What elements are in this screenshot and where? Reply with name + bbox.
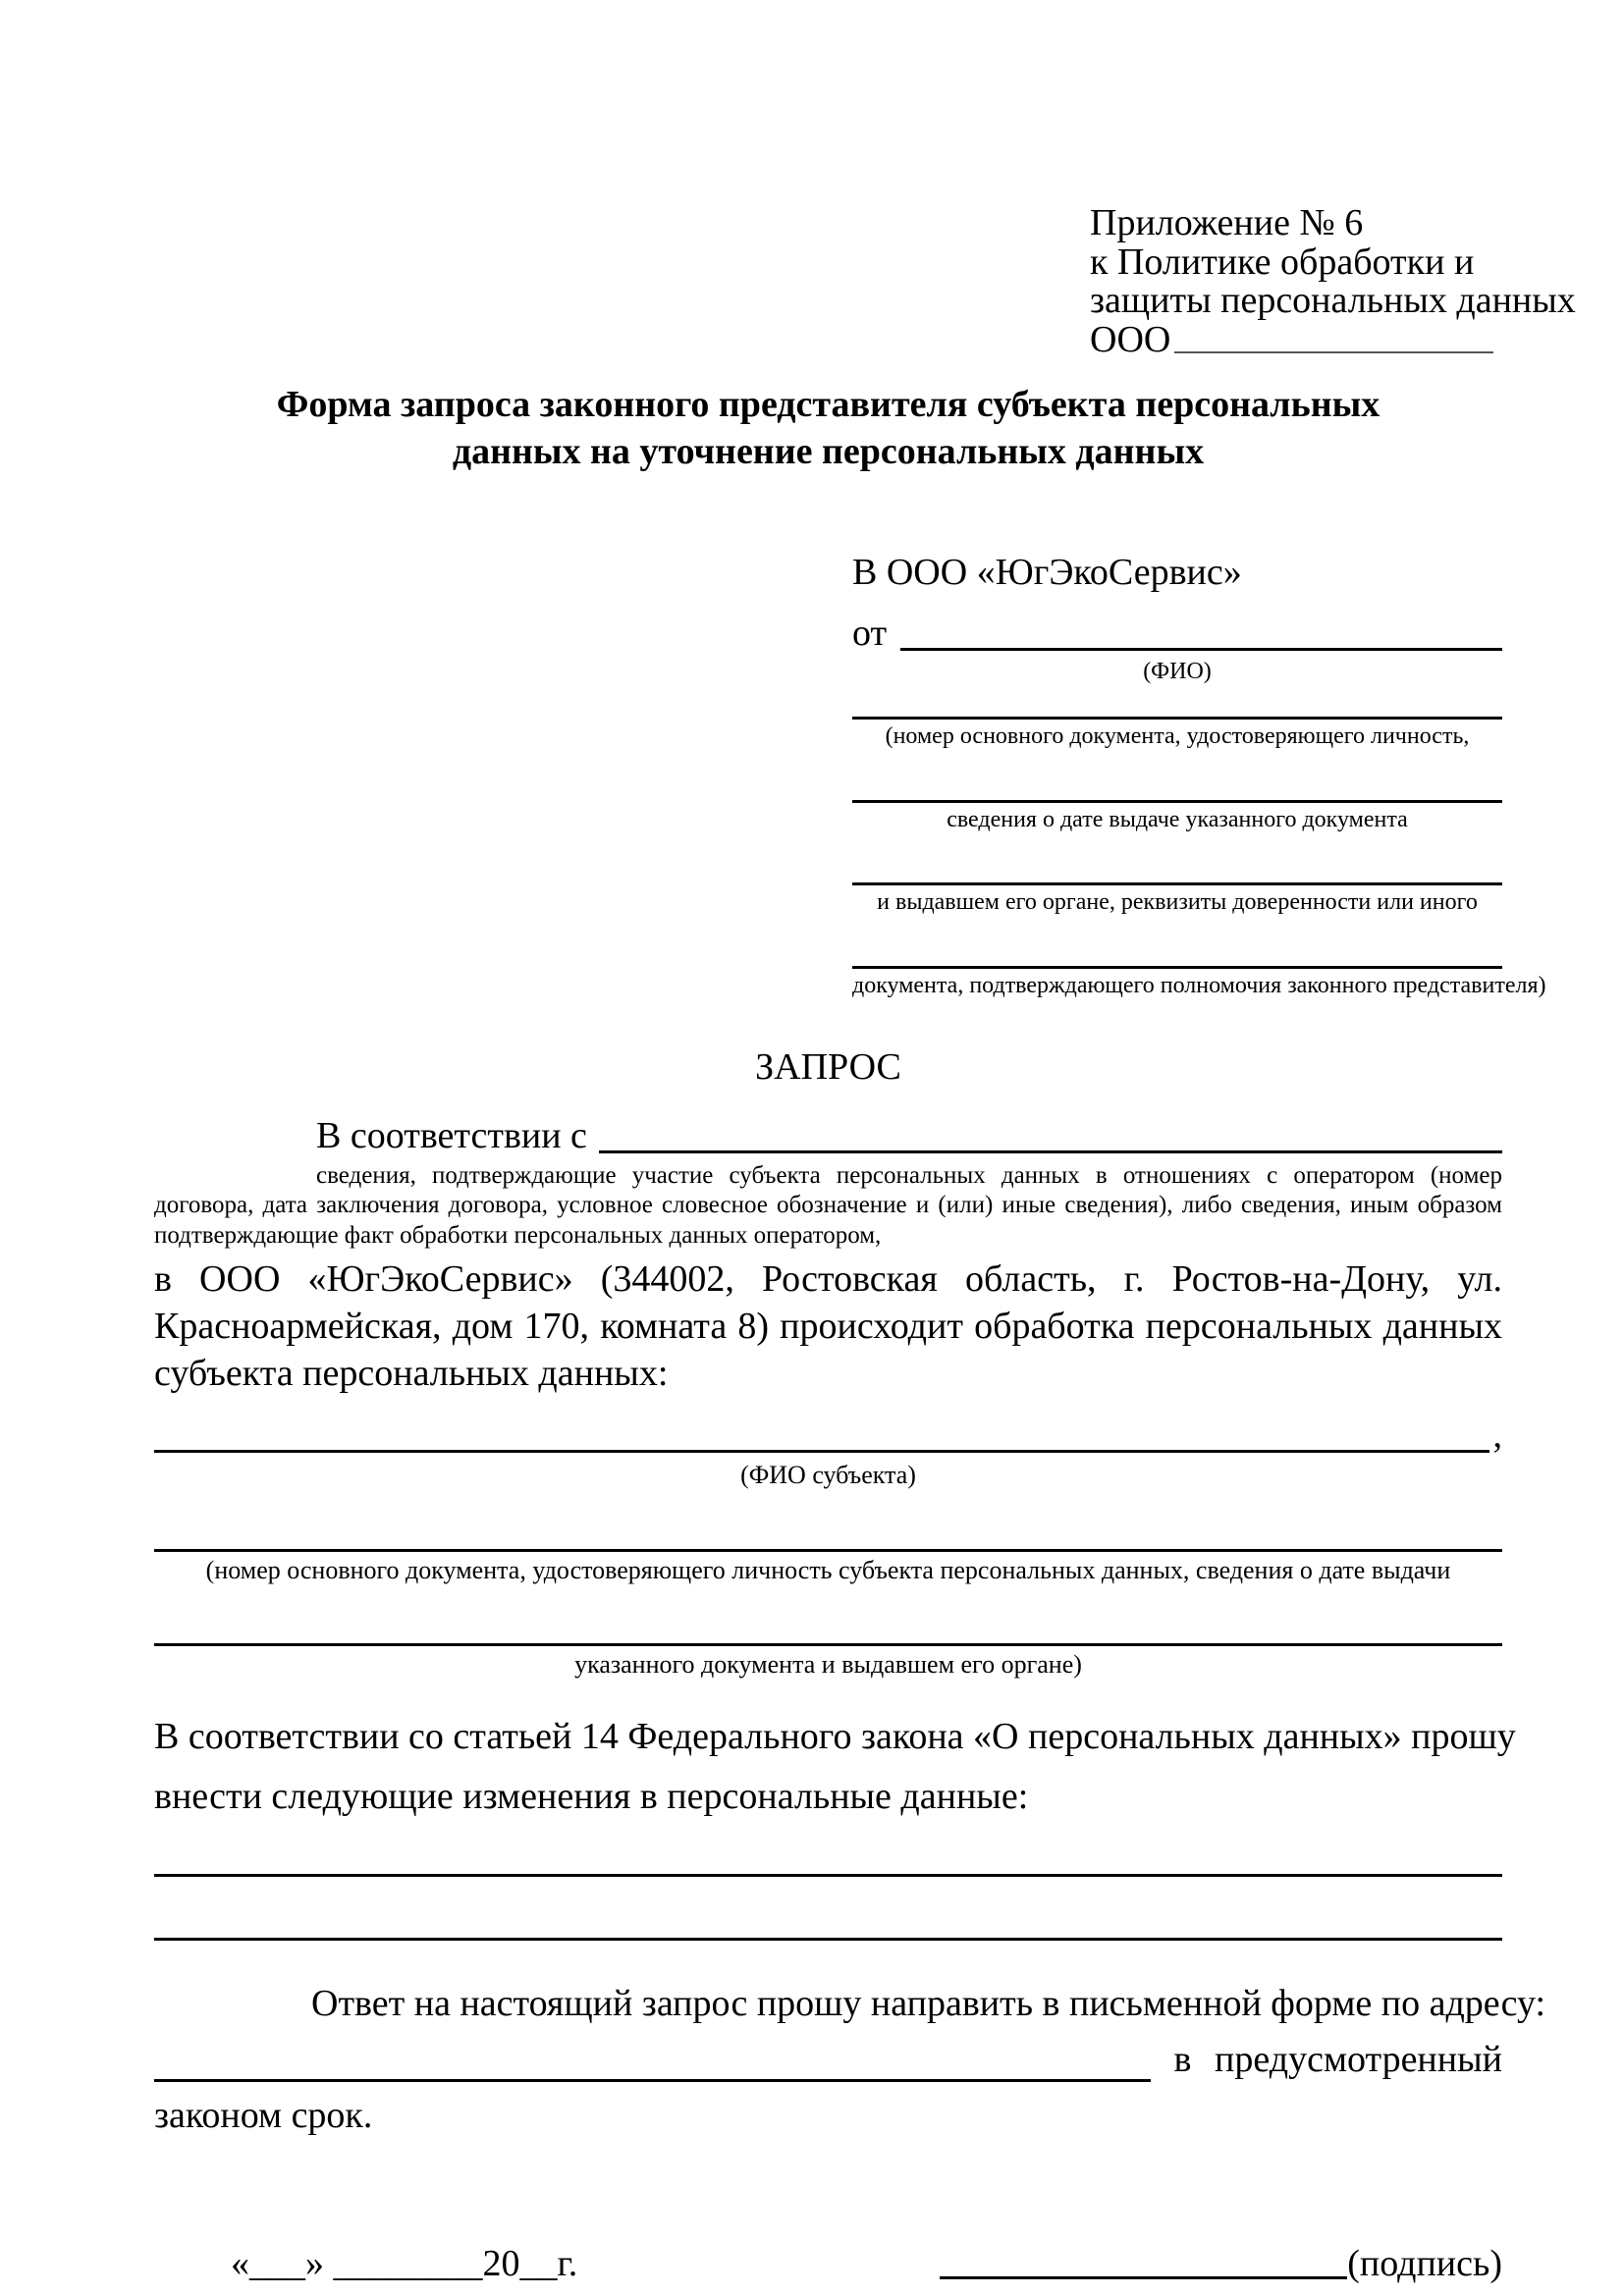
document-field-unit bbox=[852, 873, 1502, 917]
changes-blank-line-1 bbox=[154, 1848, 1502, 1877]
identity-doc-caption: (номер основного документа, удостоверяющего личность, bbox=[885, 723, 1470, 750]
fio-caption: (ФИО) bbox=[1143, 658, 1212, 684]
appendix-ref-line-1: к Политике обработки и bbox=[1090, 240, 1475, 283]
identity-doc-blank-line bbox=[852, 707, 1502, 720]
subject-fio-blank-line bbox=[154, 1450, 1489, 1453]
subject-doc-blank-line-1 bbox=[154, 1516, 1502, 1552]
changes-blank-line-2 bbox=[154, 1912, 1502, 1941]
subject-doc-caption-1: (номер основного документа, удостоверяющего личность субъекта персональных данных, сведения о дате выдачи bbox=[205, 1555, 1451, 1584]
date-blank-text: «___» ________20__г. bbox=[231, 2242, 578, 2284]
intro-row bbox=[154, 1114, 1502, 1157]
addressee-block bbox=[852, 551, 1546, 1000]
document-field-unit bbox=[852, 956, 1546, 1000]
subject-fio-comma: , bbox=[1492, 1414, 1502, 1456]
signature-row bbox=[154, 2242, 1502, 2285]
document-title-line-1: Форма запроса законного представителя субъекта персональных bbox=[276, 384, 1380, 426]
answer-word-predusmotrenny: предусмотренный bbox=[1215, 2038, 1502, 2080]
operator-paragraph-line-2: Красноармейская, дом 170, комната 8) происходит обработка персональных данных bbox=[154, 1305, 1502, 1347]
from-row bbox=[852, 612, 1502, 655]
appendix-number: Приложение № 6 bbox=[1090, 202, 1364, 243]
document-field-unit bbox=[852, 707, 1502, 751]
intro-label: В соответствии с bbox=[316, 1114, 587, 1156]
from-label: от bbox=[852, 612, 888, 654]
operator-paragraph bbox=[154, 1256, 1502, 1398]
subject-doc-blank-line-2 bbox=[154, 1610, 1502, 1646]
issuing-authority-caption: и выдавшем его органе, реквизиты доверенности или иного bbox=[877, 889, 1478, 916]
answer-paragraph-line-1: Ответ на настоящий запрос прошу направить в письменной форме по адресу: bbox=[311, 1982, 1546, 2024]
subject-fio-row bbox=[154, 1414, 1502, 1457]
appendix-header bbox=[1090, 202, 1576, 360]
company-name-blank-line bbox=[1174, 351, 1493, 353]
subject-doc-caption-2: указанного документа и выдавшем его органе) bbox=[574, 1650, 1082, 1680]
basis-fine-print: сведения, подтверждающие участие субъекта персональных данных в отношениях с оператором (номер договора, дата заключения договора, условное словесное обозначение и (или) иные сведения), либо сведения, иным образом подтверждающие факт обработки персональных данных оператором, bbox=[154, 1161, 1502, 1249]
issue-date-caption: сведения о дате выдаче указанного документа bbox=[947, 806, 1408, 832]
issue-date-blank-line bbox=[852, 790, 1502, 803]
appendix-ref-line-2: защиты персональных данных bbox=[1090, 280, 1576, 322]
document-title-line-2: данных на уточнение персональных данных bbox=[452, 431, 1205, 473]
operator-paragraph-line-3: субъекта персональных данных: bbox=[154, 1352, 669, 1394]
signature-caption: (подпись) bbox=[1347, 2242, 1502, 2284]
company-blank-row bbox=[1090, 318, 1502, 360]
authority-doc-blank-line bbox=[852, 956, 1502, 969]
authority-doc-caption: документа, подтверждающего полномочия законного представителя) bbox=[852, 972, 1546, 998]
request-heading: ЗАПРОС bbox=[755, 1045, 901, 1088]
law-paragraph-line-2: внести следующие изменения в персональные данные: bbox=[154, 1776, 1029, 1818]
answer-word-v: в bbox=[1173, 2038, 1192, 2080]
document-field-unit bbox=[852, 790, 1502, 834]
company-label: ООО bbox=[1090, 318, 1171, 360]
issuing-authority-blank-line bbox=[852, 873, 1502, 885]
addressee-company: В ООО «ЮгЭкоСервис» bbox=[852, 551, 1242, 593]
applicant-name-blank-line bbox=[900, 648, 1502, 651]
answer-paragraph bbox=[154, 1976, 1546, 2144]
answer-address-blank-line bbox=[154, 2079, 1151, 2082]
basis-blank-line bbox=[599, 1150, 1502, 1153]
answer-address-row bbox=[154, 2032, 1502, 2088]
signature-group bbox=[940, 2242, 1502, 2285]
answer-paragraph-tail: законом срок. bbox=[154, 2094, 373, 2136]
signature-blank-line bbox=[940, 2276, 1347, 2279]
document-title bbox=[154, 381, 1502, 476]
law-paragraph bbox=[154, 1707, 1516, 1827]
law-paragraph-line-1: В соответствии со статьей 14 Федерального закона «О персональных данных» прошу bbox=[154, 1716, 1516, 1758]
subject-fio-caption: (ФИО субъекта) bbox=[740, 1460, 916, 1489]
operator-paragraph-line-1: в ООО «ЮгЭкоСервис» (344002, Ростовская область, г. Ростов-на-Дону, ул. bbox=[154, 1258, 1502, 1301]
